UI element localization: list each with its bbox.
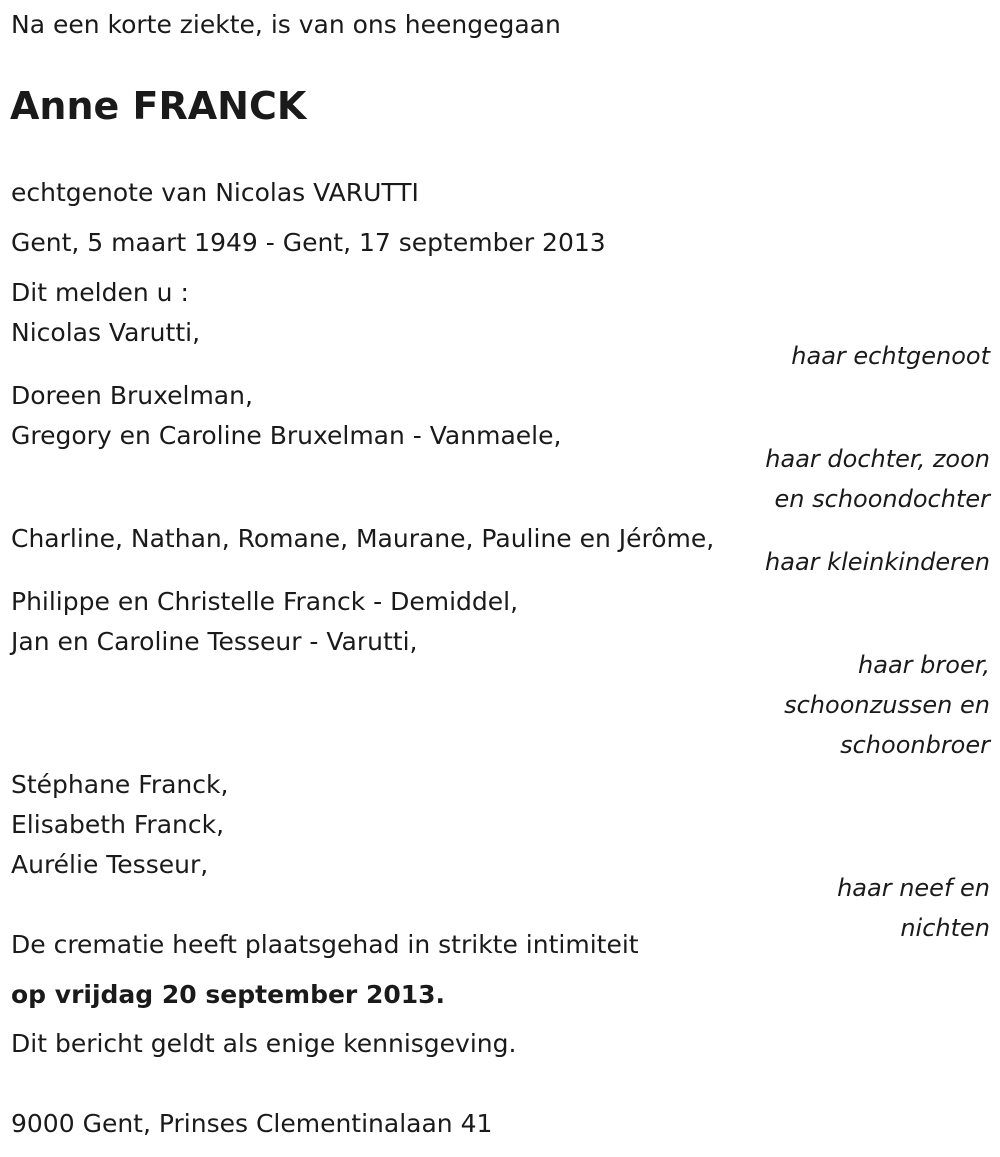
family-name-line: Charline, Nathan, Romane, Maurane, Pauline en Jérôme, xyxy=(11,524,715,553)
cremation-date: op vrijdag 20 september 2013. xyxy=(11,980,446,1009)
address-line: 9000 Gent, Prinses Clementinalaan 41 xyxy=(11,1109,493,1138)
spouse-line: echtgenote van Nicolas VARUTTI xyxy=(11,178,419,207)
notice-line: Dit bericht geldt als enige kennisgeving. xyxy=(11,1029,517,1058)
family-name-line: Gregory en Caroline Bruxelman - Vanmaele, xyxy=(11,421,562,450)
announce-line: Dit melden u : xyxy=(11,278,189,307)
family-name-line: Nicolas Varutti, xyxy=(11,318,201,347)
family-name-line: Jan en Caroline Tesseur - Varutti, xyxy=(11,627,418,656)
family-name-line: Elisabeth Franck, xyxy=(11,810,225,839)
family-name-line: Aurélie Tesseur, xyxy=(11,850,209,879)
cremation-line: De crematie heeft plaatsgehad in strikte intimiteit xyxy=(11,930,639,959)
family-name-line: Doreen Bruxelman, xyxy=(11,381,253,410)
relation-label: schoonzussen en xyxy=(784,691,990,719)
relation-label: haar kleinkinderen xyxy=(765,548,990,576)
relation-label: haar echtgenoot xyxy=(791,342,990,370)
relation-label: haar dochter, zoon xyxy=(765,445,990,473)
relation-label: haar neef en xyxy=(837,874,990,902)
relation-label: schoonbroer xyxy=(840,731,990,759)
relation-label: en schoondochter xyxy=(774,485,990,513)
family-name-line: Philippe en Christelle Franck - Demiddel, xyxy=(11,587,519,616)
family-name-line: Stéphane Franck, xyxy=(11,770,229,799)
intro-text: Na een korte ziekte, is van ons heengegaan xyxy=(11,10,561,39)
relation-label: haar broer, xyxy=(858,651,990,679)
deceased-name: Anne FRANCK xyxy=(10,84,307,128)
dates-line: Gent, 5 maart 1949 - Gent, 17 september 2013 xyxy=(11,228,606,257)
relation-label: nichten xyxy=(900,914,990,942)
